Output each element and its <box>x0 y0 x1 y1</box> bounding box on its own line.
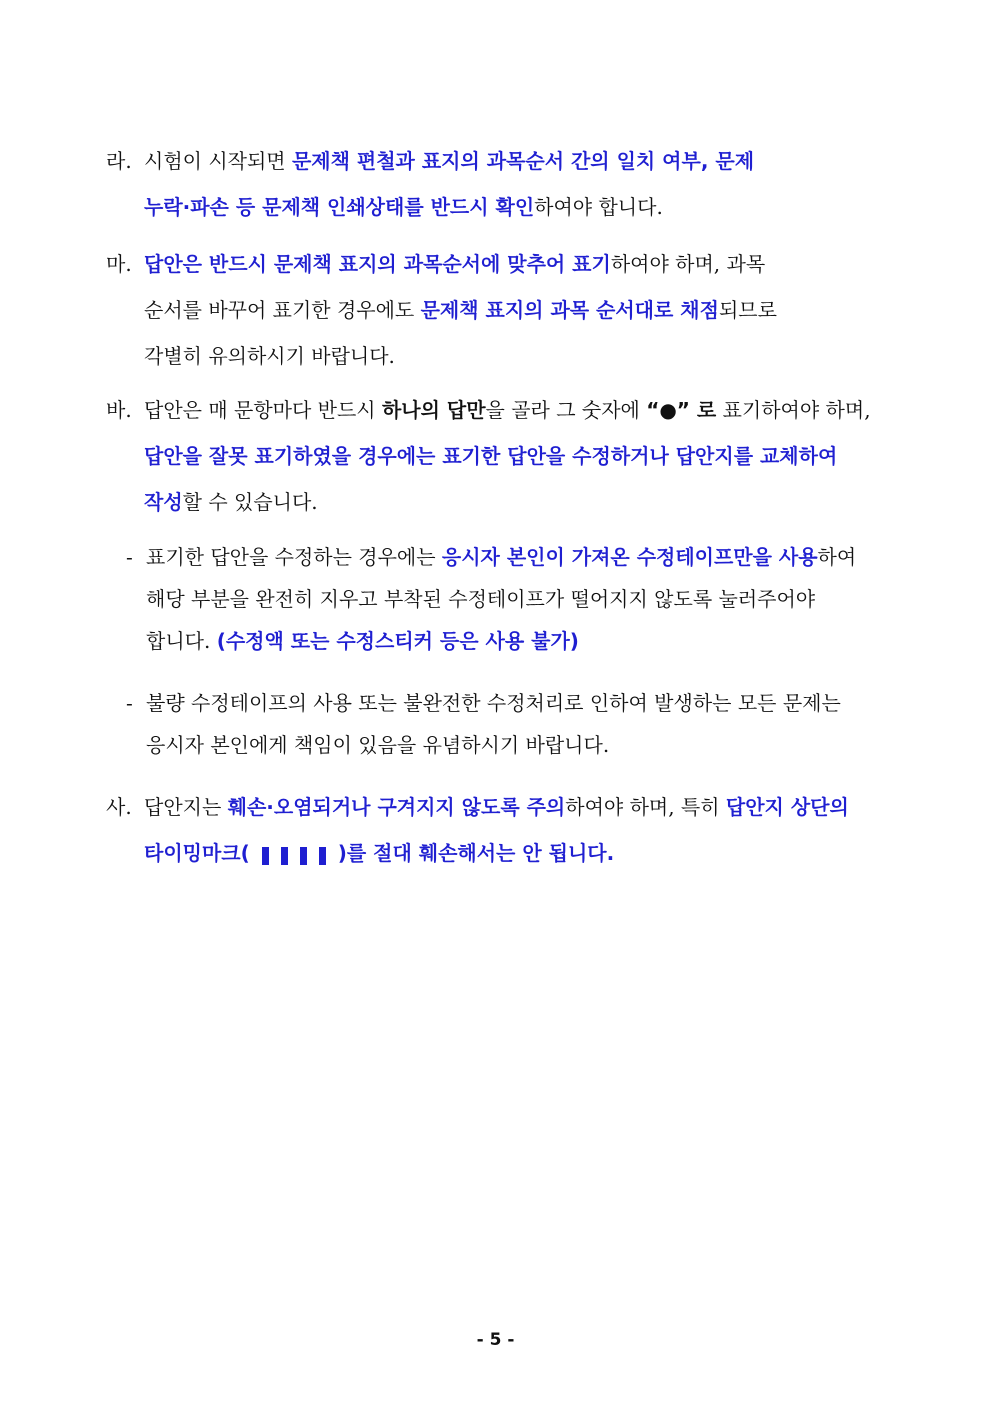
instruction-ba: 바. 답안은 매 문항마다 반드시 하나의 답만을 골라 그 숫자에 “●” 로 표기하여야 하며, 답안을 잘못 표기하였을 경우에는 표기한 답안을 수정하거나 답안지를 교체하여 작성할 수 있습니다. <box>106 387 896 525</box>
highlight-text: 답안을 잘못 표기하였을 경우에는 표기한 답안을 수정하거나 답안지를 교체하여 <box>144 444 838 468</box>
highlight-text: 작성 <box>144 490 183 514</box>
sub-instruction-correction: - 표기한 답안을 수정하는 경우에는 응시자 본인이 가져온 수정테이프만을 사용하여 해당 부분을 완전히 지우고 부착된 수정테이프가 떨어지지 않도록 눌러주어야 합니다. (수정액 또는 수정스티커 등은 사용 불가) <box>126 536 896 662</box>
instruction-ra: 라. 시험이 시작되면 문제책 편철과 표지의 과목순서 간의 일치 여부, 문제 누락·파손 등 문제책 인쇄상태를 반드시 확인하여야 합니다. <box>106 138 896 230</box>
item-marker: 사. <box>106 795 132 819</box>
item-marker: 바. <box>106 398 132 422</box>
instruction-sa: 사. 답안지는 훼손·오염되거나 구겨지지 않도록 주의하여야 하며, 특히 답안지 상단의 타이밍마크( )를 절대 훼손해서는 안 됩니다. <box>106 784 896 878</box>
highlight-text: 문제책 편철과 표지의 과목순서 간의 일치 여부, 문제 <box>291 149 755 173</box>
dash-marker: - <box>126 545 133 569</box>
page-number: - 5 - <box>476 1330 515 1350</box>
highlight-text: 누락·파손 등 문제책 인쇄상태를 반드시 확인 <box>144 195 535 219</box>
highlight-text: 문제책 표지의 과목 순서대로 채점 <box>420 298 719 322</box>
highlight-text: 답안지 상단의 <box>725 795 849 819</box>
highlight-text: 답안은 반드시 문제책 표지의 과목순서에 맞추어 표기 <box>144 252 611 276</box>
bold-text: 하나의 답만 <box>381 398 486 422</box>
highlight-text: )를 절대 훼손해서는 안 됩니다. <box>337 841 615 865</box>
timing-mark-icon <box>256 832 332 878</box>
highlight-text: 타이밍마크( <box>144 841 250 865</box>
highlight-text: (수정액 또는 수정스티커 등은 사용 불가) <box>216 629 579 653</box>
item-marker: 마. <box>106 252 132 276</box>
filled-circle-mark: “●” 로 <box>646 398 717 422</box>
dash-marker: - <box>126 691 133 715</box>
instruction-ma: 마. 답안은 반드시 문제책 표지의 과목순서에 맞추어 표기하여야 하며, 과목 순서를 바꾸어 표기한 경우에도 문제책 표지의 과목 순서대로 채점되므로 각별히 유의하시기 바랍니다. <box>106 241 896 379</box>
item-marker: 라. <box>106 149 132 173</box>
highlight-text: 훼손·오염되거나 구겨지지 않도록 주의 <box>227 795 566 819</box>
highlight-text: 응시자 본인이 가져온 수정테이프만을 사용 <box>441 545 818 569</box>
sub-instruction-responsibility: - 불량 수정테이프의 사용 또는 불완전한 수정처리로 인하여 발생하는 모든 문제는 응시자 본인에게 책임이 있음을 유념하시기 바랍니다. <box>126 682 896 766</box>
